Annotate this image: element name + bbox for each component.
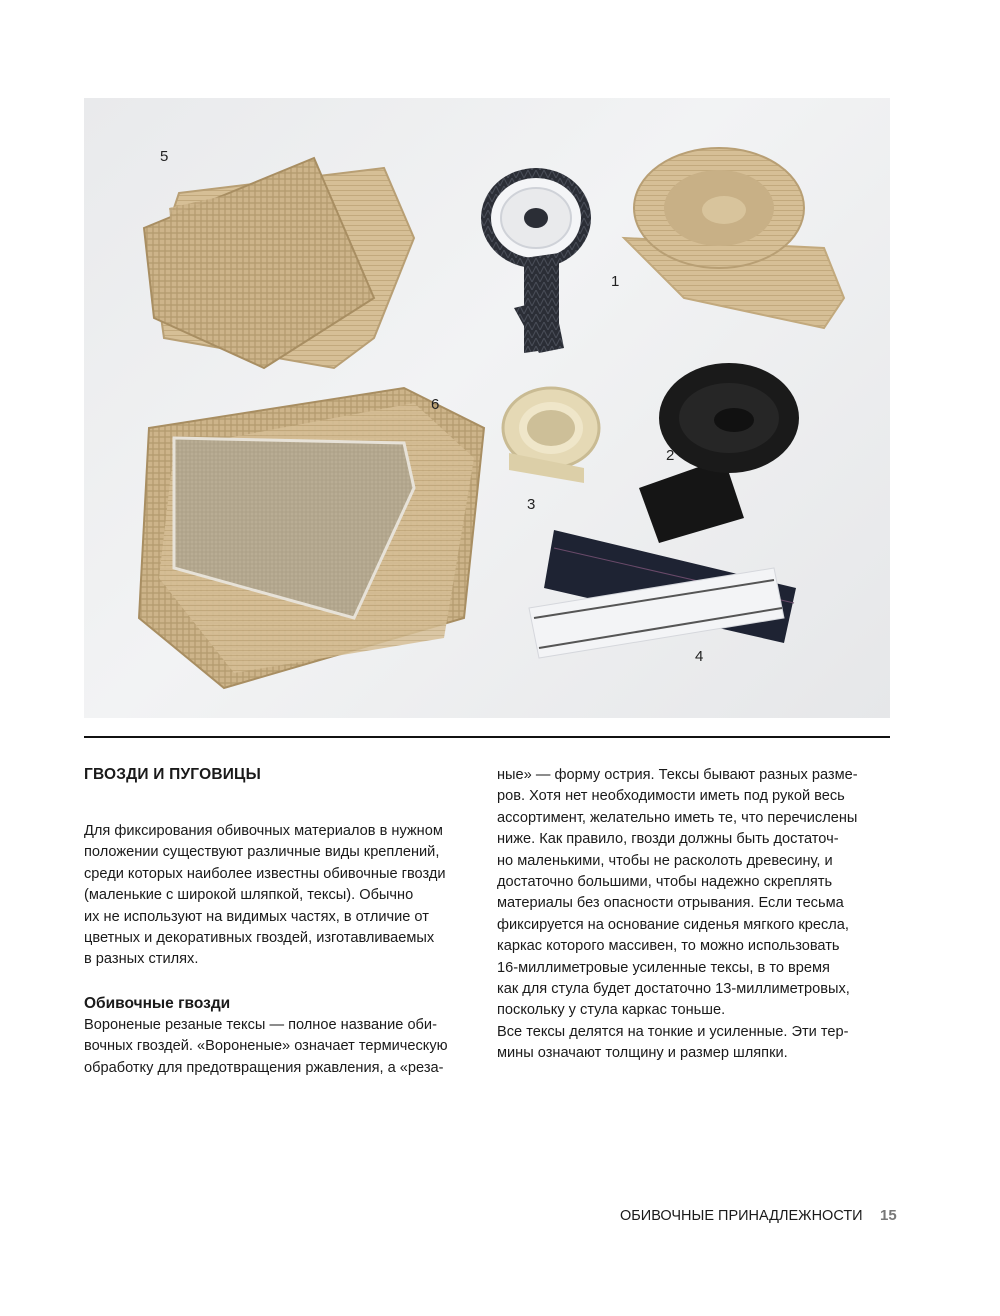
callout-6: 6 bbox=[431, 396, 440, 413]
page-number: 15 bbox=[880, 1207, 897, 1224]
text-line: положении существуют различные виды креплений, bbox=[84, 844, 440, 861]
black-elastic-roll-2 bbox=[639, 363, 799, 543]
callout-1: 1 bbox=[611, 273, 620, 290]
rubber-roll-3 bbox=[503, 388, 599, 483]
text-line: фиксируется на основание сиденья мягкого кресла, bbox=[497, 916, 849, 933]
right-column bbox=[497, 765, 892, 1065]
materials-illustration bbox=[84, 98, 890, 718]
jute-webbing-roll bbox=[624, 148, 844, 328]
text-line: вочных гвоздей. «Вороненые» означает термическую bbox=[84, 1038, 448, 1055]
subsection-title: Обивочные гвозди bbox=[84, 994, 231, 1012]
text-line: мины означают толщину и размер шляпки. bbox=[497, 1045, 788, 1062]
text-line: среди которых наиболее известны обивочные гвозди bbox=[84, 865, 446, 882]
burlap-stack-6 bbox=[139, 388, 484, 688]
body-paragraph-left bbox=[84, 1015, 474, 1079]
text-line: в разных стилях. bbox=[84, 951, 199, 968]
text-line: цветных и декоративных гвоздей, изготавливаемых bbox=[84, 930, 435, 947]
text-line: Вороненые резаные тексы — полное название оби- bbox=[84, 1016, 437, 1033]
herringbone-roll-1 bbox=[481, 168, 591, 353]
left-column bbox=[84, 765, 474, 1079]
section-divider bbox=[84, 736, 890, 738]
callout-5: 5 bbox=[160, 148, 169, 165]
text-line: (маленькие с широкой шляпкой, тексы). Обычно bbox=[84, 887, 414, 904]
text-line: как для стула будет достаточно 13-миллиметровых, bbox=[497, 981, 850, 998]
text-line: ассортимент, желательно иметь те, что перечислены bbox=[497, 809, 858, 826]
text-line: 16-миллиметровые усиленные тексы, в то время bbox=[497, 959, 830, 976]
elastic-webbing-4 bbox=[529, 530, 796, 658]
text-line: Для фиксирования обивочных материалов в нужном bbox=[84, 823, 443, 839]
callout-4: 4 bbox=[695, 648, 704, 665]
materials-photo bbox=[84, 98, 890, 718]
text-line: каркас которого массивен, то можно использовать bbox=[497, 938, 840, 955]
text-line: материалы без опасности отрывания. Если тесьма bbox=[497, 895, 844, 912]
text-line: ров. Хотя нет необходимости иметь под рукой весь bbox=[497, 788, 845, 805]
text-line: достаточно большими, чтобы надежно скреплять bbox=[497, 874, 833, 891]
text-line: но маленькими, чтобы не расколоть древесину, и bbox=[497, 852, 833, 869]
running-footer-title: ОБИВОЧНЫЕ ПРИНАДЛЕЖНОСТИ bbox=[620, 1208, 863, 1224]
text-line: поскольку у стула каркас тоньше. bbox=[497, 1002, 726, 1019]
callout-3: 3 bbox=[527, 496, 536, 513]
text-line: ниже. Как правило, гвозди должны быть достаточ- bbox=[497, 831, 839, 848]
callout-2: 2 bbox=[666, 447, 675, 464]
text-line: их не используют на видимых частях, в отличие от bbox=[84, 908, 429, 925]
section-title: ГВОЗДИ И ПУГОВИЦЫ bbox=[84, 766, 261, 783]
burlap-stack-5 bbox=[144, 158, 414, 368]
text-line: ные» — форму острия. Тексы бывают разных разме- bbox=[497, 767, 858, 783]
text-line: обработку для предотвращения ржавления, а «реза- bbox=[84, 1059, 444, 1076]
text-line: Все тексы делятся на тонкие и усиленные. Эти тер- bbox=[497, 1023, 849, 1040]
intro-paragraph bbox=[84, 821, 474, 971]
